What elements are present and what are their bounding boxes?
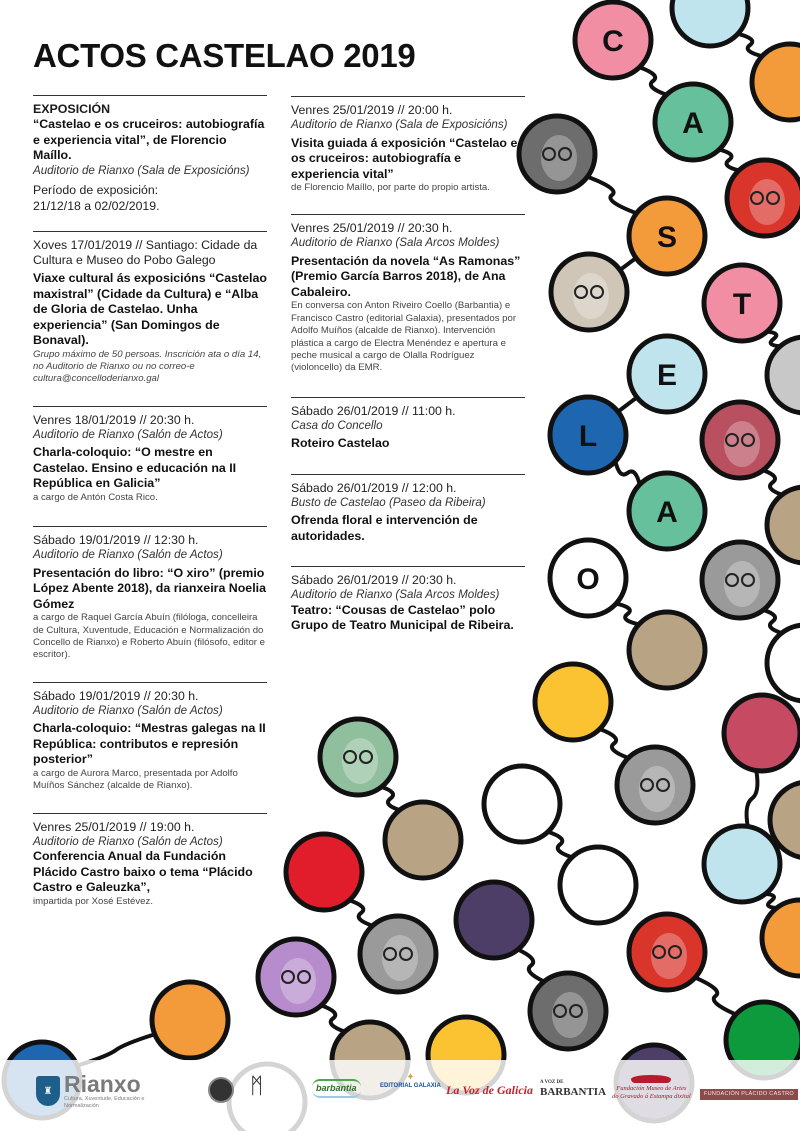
- galaxia-logo: [380, 1072, 441, 1090]
- sprouts-icon: ᛗ: [250, 1073, 264, 1098]
- event-description: de Florencio Maíllo, por parte do propio artista.: [291, 182, 490, 193]
- circle-connector: [763, 470, 782, 495]
- event-place: Auditorio de Rianxo (Salón de Actos): [33, 834, 223, 848]
- circle-connector: [747, 771, 758, 827]
- portrait-circle: [360, 916, 436, 992]
- circle-connector: [381, 787, 399, 810]
- circle-connector: [640, 67, 667, 95]
- hat-icon: [631, 1075, 671, 1083]
- portrait-circle: [702, 402, 778, 478]
- museo-line1: Fundación Museo de Artes: [616, 1085, 687, 1092]
- circle-connector: [695, 978, 736, 1015]
- middle-column: [291, 96, 525, 651]
- event-item: [33, 682, 267, 793]
- exhibition-headline: “Castelao e os cruceiros: autobiografía e experiencia vital”, de Florencio Maíllo.: [33, 117, 265, 162]
- event-description: impartida por Xosé Estévez.: [33, 895, 153, 907]
- lavoz-logo: [446, 1083, 533, 1097]
- portrait-face-icon: [724, 421, 760, 467]
- event-date: Sábado 19/01/2019 // 12:30 h.: [33, 533, 199, 548]
- seal-logo: [208, 1077, 234, 1103]
- circle-connector: [618, 397, 637, 412]
- portrait-circle: [617, 747, 693, 823]
- color-circle: [456, 882, 532, 958]
- portrait-circle: [629, 914, 705, 990]
- letter-circle: [704, 265, 780, 341]
- circle-connector: [600, 729, 629, 758]
- event-place: Auditorio de Rianxo (Salón de Actos): [33, 703, 223, 717]
- event-place: Busto de Castelao (Paseo da Ribeira): [291, 495, 486, 509]
- event-item: [291, 397, 525, 452]
- event-place: Casa do Concello: [291, 418, 383, 432]
- circle-connector: [349, 900, 372, 926]
- event-item: [291, 566, 525, 634]
- vox-small-text: A VOZ DE: [540, 1080, 564, 1085]
- circle-connector: [763, 610, 781, 633]
- event-description: a cargo de Raquel García Abuín (filóloga, concelleira de Cultura, Xuventude, Educación e Normalización do Concello de Rianxo) e Roberto Abuín (filósofo, editor e escritor).: [33, 612, 265, 661]
- event-description: Grupo máximo de 50 persoas. Inscrición ata o día 14, no Auditorio de Rianxo ou no correo-e cultura@concelloderianxo.gal: [33, 348, 262, 385]
- letter-circle: [629, 336, 705, 412]
- color-circle: [767, 487, 800, 563]
- circle-letter: L: [578, 420, 598, 453]
- portrait-face-icon: [651, 933, 687, 979]
- circle-connector: [738, 34, 762, 56]
- event-date: Venres 25/01/2019 // 19:00 h.: [33, 819, 195, 834]
- exhibition-place: Auditorio de Rianxo (Sala de Exposicións): [33, 163, 250, 177]
- event-place: Auditorio de Rianxo (Sala Arcos Moldes): [291, 236, 500, 250]
- portrait-face-icon: [280, 958, 316, 1004]
- event-item: [33, 526, 267, 662]
- event-date: Xoves 17/01/2019 // Santiago: Cidade da Cultura e Museo do Pobo Galego: [33, 238, 258, 267]
- portrait-circle: [320, 719, 396, 795]
- letter-circle: [629, 198, 705, 274]
- color-circle: [535, 664, 611, 740]
- portrait-face-icon: [382, 935, 418, 981]
- letter-circle: [575, 2, 651, 78]
- event-headline: Viaxe cultural ás exposicións “Castelao maxistral” (Cidade da Cultura) e “Alba de Gloria de Castelao. Unha experiencia” (San Domingos de Bonaval).: [33, 271, 267, 347]
- letter-circle: [629, 473, 705, 549]
- portrait-face-icon: [541, 135, 577, 181]
- portrait-circle: [258, 939, 334, 1015]
- galaxia-text: EDITORIAL GALAXIA: [380, 1083, 441, 1089]
- museo-logo: [612, 1075, 691, 1101]
- circle-connector: [615, 461, 639, 484]
- circle-letter: A: [682, 107, 704, 140]
- barbantia-text: barbantia: [312, 1079, 361, 1098]
- circle-letter: E: [656, 359, 678, 392]
- vox-barbantia-text: BARBANTIA: [540, 1086, 607, 1098]
- galaxia-star-icon: ✦: [406, 1072, 415, 1083]
- color-circle: [286, 834, 362, 910]
- event-date: Venres 25/01/2019 // 20:30 h.: [291, 221, 453, 236]
- portrait-face-icon: [573, 273, 609, 319]
- event-description: a cargo de Aurora Marco, presentada por Adolfo Muíños Sánchez (alcalde de Rianxo).: [33, 767, 238, 792]
- event-place: Auditorio de Rianxo (Sala de Exposicións): [291, 118, 508, 131]
- portrait-circle: [519, 116, 595, 192]
- left-column: [33, 95, 267, 925]
- circle-letter: S: [656, 221, 678, 254]
- portrait-circle: [530, 973, 606, 1049]
- rianxo-logo: [36, 1072, 160, 1110]
- event-date: Sábado 19/01/2019 // 20:30 h.: [33, 688, 199, 703]
- circle-connector: [765, 894, 776, 908]
- letter-circle: [550, 540, 626, 616]
- seal-icon: [208, 1077, 234, 1103]
- circle-connector: [587, 177, 636, 214]
- event-headline: Presentación da novela “As Ramonas” (Premio García Barros 2018), de Ana Cabaleiro.: [291, 253, 521, 299]
- color-circle: [560, 847, 636, 923]
- rianxo-name: Rianxo: [64, 1071, 141, 1097]
- exhibition-period-label: Período de exposición:: [33, 183, 159, 197]
- event-date: Venres 18/01/2019 // 20:30 h.: [33, 412, 195, 427]
- exhibition-period: 21/12/18 a 02/02/2019.: [33, 198, 160, 213]
- rianxo-subtitle: Cultura, Xuventude, Educación e Normalización: [64, 1096, 145, 1109]
- event-headline: Presentación do libro: “O xiro” (premio López Abente 2018), da rianxeira Noelia Gómez: [33, 565, 266, 611]
- event-headline: Teatro: “Cousas de Castelao” polo Grupo de Teatro Municipal de Ribeira.: [291, 602, 514, 633]
- color-circle: [704, 826, 780, 902]
- event-headline: Conferencia Anual da Fundación Plácido Castro baixo o tema “Plácido Castro e Galeuzka”,: [33, 849, 253, 895]
- exhibition-label: EXPOSICIÓN: [33, 102, 111, 116]
- barbantia-logo: [312, 1079, 361, 1098]
- page-title: ACTOS CASTELAO 2019: [33, 37, 416, 74]
- circle-connector: [616, 604, 639, 625]
- exhibition-block: [33, 95, 267, 214]
- event-description: En conversa con Anton Riveiro Coello (Barbantia) e Francisco Castro (editorial Galaxia), presentados por Adolfo Muíños (alcalde de Rianxo). Intervención plástica a cargo de Electra Menéndez e apertura e peche musical a cargo de Olalla Rodríguez (violoncello) da EMR.: [291, 300, 517, 374]
- event-headline: Charla-coloquio: “Mestras galegas na II República: contributos e represión posterior”: [33, 721, 266, 767]
- event-headline: Visita guiada á exposición “Castelao e os cruceiros: autobiografía e experiencia vital”: [291, 135, 518, 181]
- color-circle: [484, 766, 560, 842]
- event-headline: Roteiro Castelao: [291, 436, 390, 451]
- event-date: Sábado 26/01/2019 // 11:00 h.: [291, 403, 456, 418]
- event-place: Auditorio de Rianxo (Salón de Actos): [33, 548, 223, 562]
- circle-letter: A: [656, 496, 678, 529]
- color-circle: [724, 695, 800, 771]
- circle-letter: O: [576, 563, 600, 596]
- color-circle: [767, 337, 800, 413]
- portrait-circle: [551, 254, 627, 330]
- rianxo-shield-icon: ♜: [36, 1076, 60, 1106]
- portrait-face-icon: [724, 561, 760, 607]
- color-circle: [152, 982, 228, 1058]
- event-headline: Ofrenda floral e intervención de autoridades.: [291, 513, 478, 543]
- circle-connector: [518, 949, 544, 981]
- museo-line2: do Gravado á Estampa dixital: [612, 1093, 691, 1100]
- circle-connector: [620, 258, 636, 270]
- portrait-circle: [702, 542, 778, 618]
- event-date: Venres 25/01/2019 // 20:00 h.: [291, 103, 453, 117]
- event-date: Sábado 26/01/2019 // 20:30 h.: [291, 573, 457, 588]
- sprouts-logo: [250, 1075, 263, 1097]
- placido-logo: [700, 1089, 798, 1100]
- circle-connector: [548, 832, 572, 858]
- color-circle: [672, 0, 748, 46]
- placido-text: FUNDACIÓN PLÁCIDO CASTRO: [700, 1089, 798, 1100]
- letter-circle: [655, 84, 731, 160]
- color-circle: [385, 802, 461, 878]
- circle-connector: [321, 1005, 344, 1031]
- event-item: [291, 214, 525, 374]
- event-date: Sábado 26/01/2019 // 12:00 h.: [291, 480, 457, 495]
- portrait-face-icon: [639, 766, 675, 812]
- circle-connector: [719, 150, 739, 171]
- event-item: [291, 96, 525, 194]
- circle-letter: T: [732, 288, 752, 321]
- event-description: a cargo de Antón Costa Rico.: [33, 491, 158, 503]
- color-circle: [767, 625, 800, 701]
- portrait-face-icon: [749, 179, 785, 225]
- color-circle: [629, 612, 705, 688]
- letter-circle: [550, 397, 626, 473]
- event-headline: Charla-coloquio: “O mestre en Castelao. Ensino e educación na II República en Galicia”: [33, 445, 237, 491]
- event-place: Auditorio de Rianxo (Salón de Actos): [33, 427, 223, 441]
- event-item: [33, 813, 267, 908]
- vox-barbantia-logo: [540, 1080, 606, 1098]
- portrait-face-icon: [342, 738, 378, 784]
- event-item: [33, 406, 267, 504]
- event-item: [33, 231, 267, 386]
- event-place: Auditorio de Rianxo (Sala Arcos Moldes): [291, 588, 500, 602]
- portrait-circle: [727, 160, 800, 236]
- portrait-face-icon: [552, 992, 588, 1038]
- color-circle: [762, 900, 800, 976]
- circle-connector: [767, 332, 780, 347]
- circle-letter: C: [602, 25, 624, 58]
- event-item: [291, 474, 525, 545]
- lavoz-text: La Voz de Galicia: [446, 1083, 533, 1097]
